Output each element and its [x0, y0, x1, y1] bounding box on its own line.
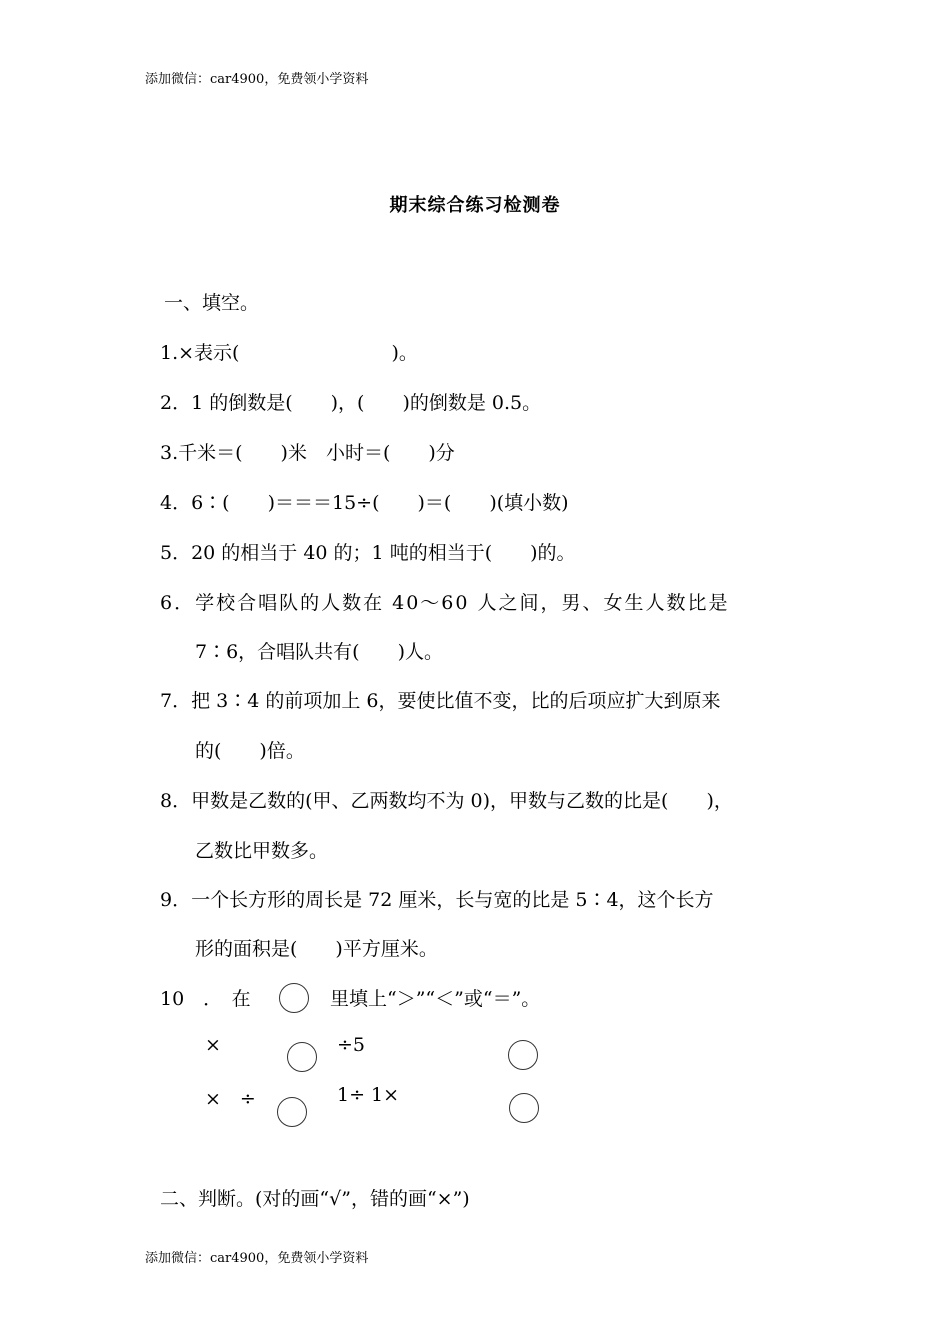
compare-circle-2[interactable]: [508, 1040, 538, 1070]
question-1: 1.×表示( )。: [160, 342, 418, 364]
header-note: 添加微信：car4900，免费领小学资料: [145, 72, 369, 87]
q10-row2-mid-expression: 1÷ 1×: [337, 1084, 400, 1106]
question-8-line1: 8．甲数是乙数的(甲、乙两数均不为 0)，甲数与乙数的比是( )，: [160, 790, 733, 812]
q10-row1-left-expression: ×: [205, 1034, 221, 1056]
compare-circle-1[interactable]: [287, 1042, 317, 1072]
footer-note: 添加微信：car4900，免费领小学资料: [145, 1251, 369, 1266]
section2-heading: 二、判断。(对的画“√”，错的画“×”): [160, 1188, 470, 1210]
compare-circle-4[interactable]: [509, 1093, 539, 1123]
question-6-line1: 6．学校合唱队的人数在 40～60 人之间，男、女生人数比是: [160, 592, 730, 614]
question-10-number: 10 ． 在: [160, 988, 251, 1010]
section1-heading: 一、填空。: [164, 292, 260, 314]
question-9-line2: 形的面积是( )平方厘米。: [195, 938, 438, 960]
question-3: 3.千米＝( )米 小时＝( )分: [160, 442, 455, 464]
question-2: 2．1 的倒数是( )，( )的倒数是 0.5。: [160, 392, 542, 414]
q10-row1-mid-expression: ÷5: [337, 1034, 366, 1056]
question-9-line1: 9．一个长方形的周长是 72 厘米，长与宽的比是 5∶4，这个长方: [160, 889, 714, 911]
question-10-instruction: 里填上“＞”“＜”或“＝”。: [330, 988, 541, 1010]
page-title: 期末综合练习检测卷: [389, 195, 561, 216]
question-7-line1: 7．把 3∶4 的前项加上 6，要使比值不变，比的后项应扩大到原来: [160, 690, 721, 712]
compare-circle-3[interactable]: [277, 1097, 307, 1127]
question-6-line2: 7∶6，合唱队共有( )人。: [195, 641, 444, 663]
question-7-line2: 的( )倍。: [195, 740, 305, 762]
q10-row2-left-expression: × ÷: [205, 1088, 256, 1110]
compare-circle-example: [279, 983, 309, 1013]
question-4: 4．6∶( )＝＝＝15÷( )＝( )(填小数): [160, 492, 569, 514]
question-5: 5．20 的相当于 40 的；1 吨的相当于( )的。: [160, 542, 576, 564]
question-8-line2: 乙数比甲数多。: [195, 840, 329, 862]
